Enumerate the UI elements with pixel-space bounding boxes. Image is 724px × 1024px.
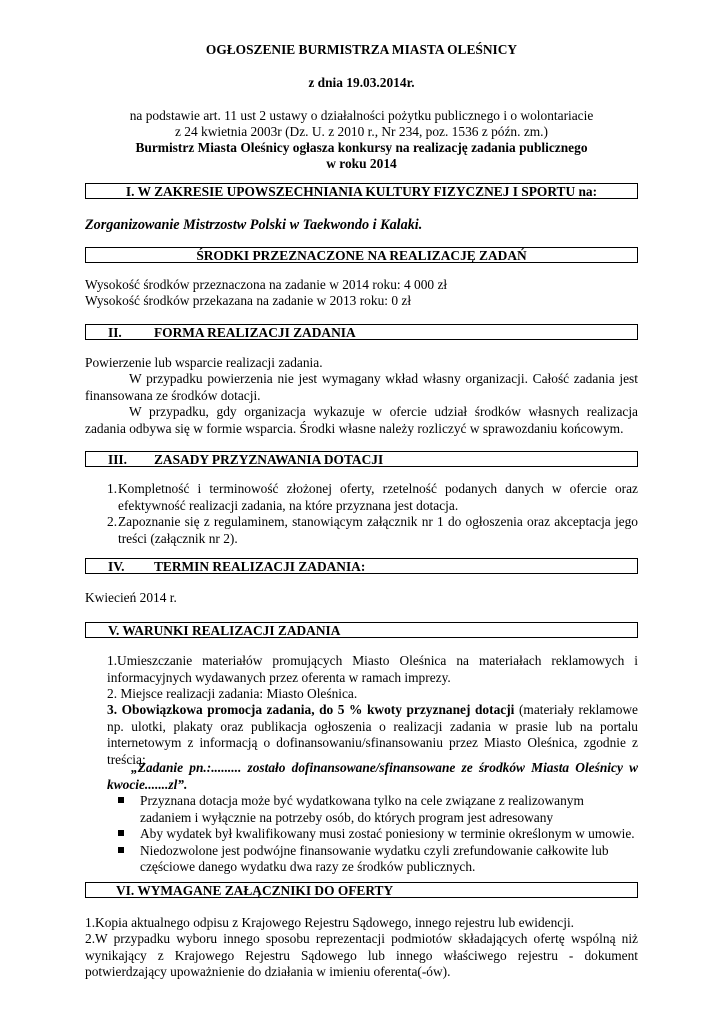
realization-term: Kwiecień 2014 r. (85, 590, 177, 605)
section-5-title: V. WARUNKI REALIZACJI ZADANIA (108, 623, 341, 638)
section-5-para-3 (107, 702, 638, 768)
bullet-icon (118, 847, 124, 853)
conditions-list (107, 793, 638, 876)
section-2-number: II. (108, 325, 122, 340)
list-item: 2. Zapoznanie się z regulaminem, stanowiącym załącznik nr 1 do ogłoszenia oraz akceptacja jego treści (załącznik nr 2). (107, 514, 638, 546)
funds-heading: ŚRODKI PRZEZNACZONE NA REALIZACJĘ ZADAŃ (85, 247, 638, 263)
legal-basis-line-2: z 24 kwietnia 2003r (Dz. U. z 2010 r., Nr 234, poz. 1536 z późn. zm.) (175, 124, 548, 139)
section-4-heading (85, 558, 638, 574)
section-4-title: TERMIN REALIZACJI ZADANIA: (154, 559, 366, 574)
section-5-para-2: 2. Miejsce realizacji zadania: Miasto Oleśnica. (107, 686, 358, 701)
bullet-icon (118, 797, 124, 803)
section-2-heading (85, 324, 638, 340)
attachment-1: 1.Kopia aktualnego odpisu z Krajowego Rejestru Sądowego, innego rejestru lub ewidencji. (85, 915, 575, 930)
section-1-heading: I. W ZAKRESIE UPOWSZECHNIANIA KULTURY FIZYCZNEJ I SPORTU na: (85, 183, 638, 199)
document-title: OGŁOSZENIE BURMISTRZA MIASTA OLEŚNICY (205, 42, 518, 57)
section-2-para-1: Powierzenie lub wsparcie realizacji zadania. (85, 355, 323, 370)
required-quote: „Zadanie pn.:......... zostało dofinansowane/sfinansowane ze środków Miasta Oleśnicy w kwocie.......zl”. (107, 760, 638, 792)
section-3-title: ZASADY PRZYZNAWANIA DOTACJI (154, 452, 384, 467)
announcement-line-1: Burmistrz Miasta Oleśnicy ogłasza konkursy na realizację zadania publicznego (135, 140, 588, 155)
list-item: 1. Kompletność i terminowość złożonej oferty, rzetelność podanych danych w ofercie oraz efektywność realizacji zadania, na które przyznana jest dotacja. (107, 481, 638, 513)
section-3-number: III. (108, 452, 127, 467)
announcement-line-2: w roku 2014 (326, 156, 397, 171)
task-title: Zorganizowanie Mistrzostw Polski w Taekwondo i Kalaki. (85, 217, 423, 233)
section-6-heading (85, 882, 638, 898)
document-date: z dnia 19.03.2014r. (308, 75, 415, 90)
section-4-number: IV. (108, 559, 125, 574)
legal-basis-line-1: na podstawie art. 11 ust 2 ustawy o działalności pożytku publicznego i o wolontariacie (129, 108, 594, 123)
attachment-2: 2.W przypadku wyboru innego sposobu reprezentacji podmiotów składających ofertę wspólną niż wynikający z Krajowego Rejestru Sądowego lub innego właściwego rejestru - dokument potwierdzający upoważnienie do działania w imieniu oferenta(-ów). (85, 931, 638, 979)
section-3-heading (85, 451, 638, 467)
section-2-para-3: W przypadku, gdy organizacja wykazuje w ofercie udział środków własnych realizacja zadania odbywa się w formie wsparcia. Środki własne należy rozliczyć w sprawozdaniu końcowym. (85, 404, 638, 436)
funds-2013: Wysokość środków przekazana na zadanie w 2013 roku: 0 zł (85, 293, 412, 308)
list-item: Niedozwolone jest podwójne finansowanie wydatku czyli zrefundowanie całkowite lub częściowe danego wydatku dwa razy ze środków publicznych. (107, 843, 638, 876)
promotion-requirement: 3. Obowiązkowa promocja zadania, do 5 % kwoty przyznanej dotacji (107, 702, 515, 717)
section-2-title: FORMA REALIZACJI ZADANIA (154, 325, 356, 340)
bullet-icon (118, 830, 124, 836)
section-6-title: VI. WYMAGANE ZAŁĄCZNIKI DO OFERTY (116, 883, 394, 898)
section-2-para-2: W przypadku powierzenia nie jest wymagany wkład własny organizacji. Całość zadania jest finansowana ze środków dotacji. (85, 371, 638, 403)
funds-2014: Wysokość środków przeznaczona na zadanie w 2014 roku: 4 000 zł (85, 277, 448, 292)
list-item: Aby wydatek był kwalifikowany musi zostać poniesiony w terminie określonym w umowie. (107, 826, 638, 843)
criteria-list (85, 481, 638, 547)
section-5-heading (85, 622, 638, 638)
promotion-details: (materiały reklamowe np. ulotki, plakaty oraz publikacja ogłoszenia o realizacji zadania w prasie lub na portalu internetowym z informacją o dofinansowaniu/sfinansowaniu przez Miasto Oleśnica, zgodnie z treścią: (107, 702, 639, 767)
list-item: Przyznana dotacja może być wydatkowana tylko na cele związane z realizowanym zadaniem i wyłącznie na potrzeby osób, do których program jest adresowany (107, 793, 638, 826)
section-5-para-1: 1.Umieszczanie materiałów promujących Miasto Oleśnica na materiałach reklamowych i informacyjnych wydawanych przez oferenta w ramach imprezy. (107, 653, 638, 685)
